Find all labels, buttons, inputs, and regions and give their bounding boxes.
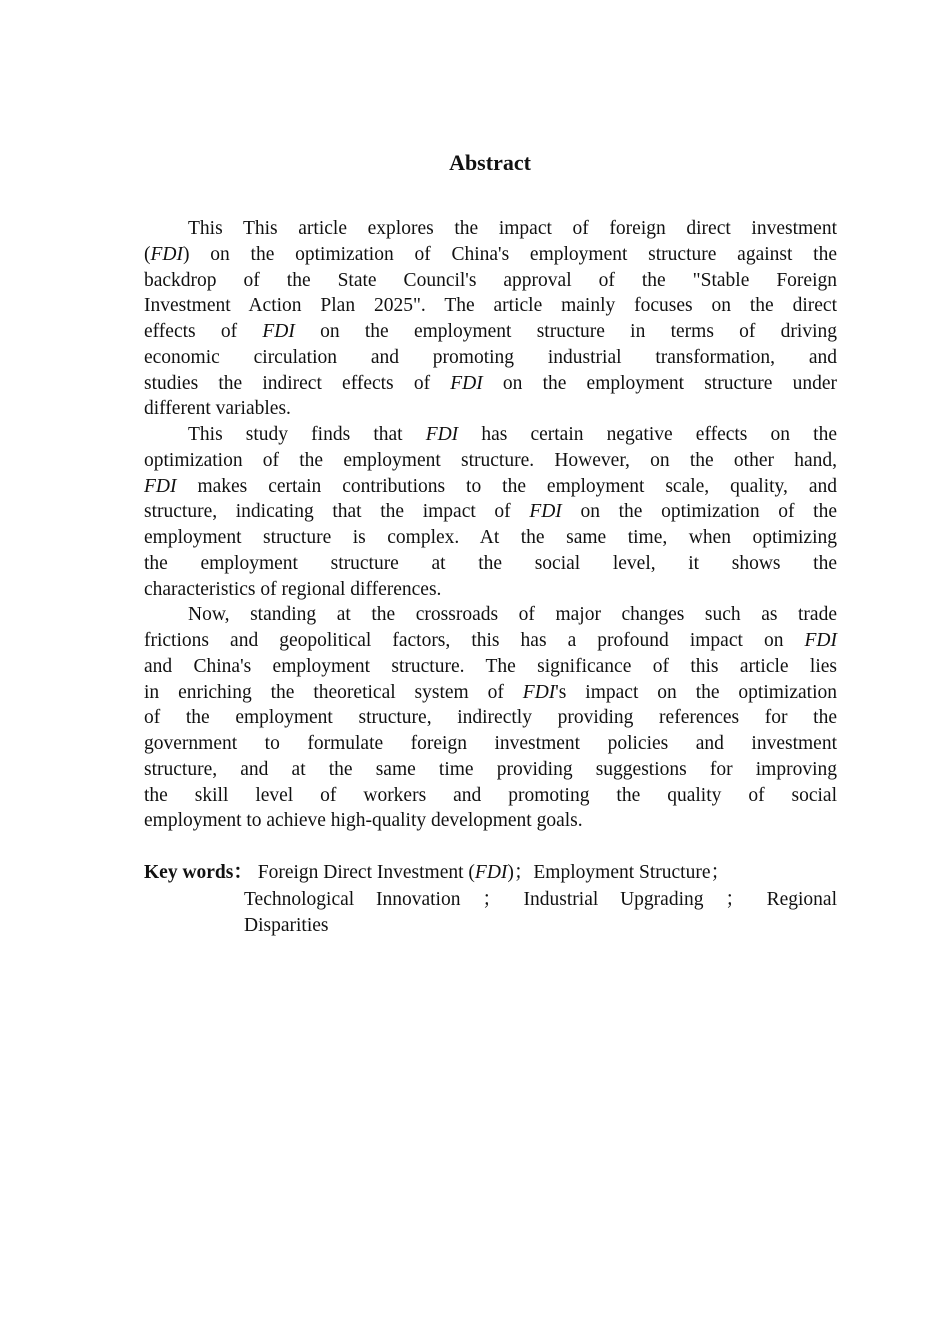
paragraph-2-line: This study finds that FDI has certain negative effects on the [188,424,837,445]
paragraph-3-line: in enriching the theoretical system of FDI's impact on the optimization [144,681,837,703]
keywords-section [144,860,837,940]
paragraph-2-line: characteristics of regional differences. [144,578,442,600]
italic-term: FDI [262,321,295,342]
paragraph-3-line: government to formulate foreign investment policies and investment [144,733,837,754]
abstract-body [144,216,837,834]
paragraph-3-line: frictions and geopolitical factors, this has a profound impact on FDI [144,630,837,651]
italic-term: FDI [150,243,183,265]
abstract-title: Abstract [449,150,531,175]
paragraph-3-line: Now, standing at the crossroads of major changes such as trade [188,604,837,626]
keywords-line-1: Foreign Direct Investment (FDI)；Employment Structure； [257,862,730,883]
paragraph-1-line: effects of FDI on the employment structure in terms of driving [144,321,838,342]
paragraph-3-line: the skill level of workers and promoting the quality of social [144,784,837,806]
paragraph-3-line: structure, and at the same time providing suggestions for improving [144,758,837,780]
italic-term: FDI [529,501,562,523]
paragraph-2-line: employment structure is complex. At the same time, when optimizing [144,527,837,548]
keywords-row-1 [144,860,837,887]
italic-term: FDI [522,681,556,703]
paragraph-1-line: This This article explores the impact of foreign direct investment [188,218,837,239]
paragraph-2-line: the employment structure at the social level, it shows the [144,552,837,574]
keywords-line-2: Technological Innovation ； Industrial Upgrading ； Regional [244,888,837,910]
paragraph-1-line: economic circulation and promoting industrial transformation, and [144,346,837,368]
paragraph-1-line: studies the indirect effects of FDI on the employment structure under [144,372,837,394]
italic-term: FDI [144,475,177,497]
paragraph-3-line: employment to achieve high-quality development goals. [144,810,583,832]
italic-term: FDI [425,424,459,445]
italic-term: FDI [474,862,508,883]
paragraph-3-line: and China's employment structure. The significance of this article lies [144,655,837,677]
keywords-line-3: Disparities [244,915,329,936]
paragraph-3-line: of the employment structure, indirectly providing references for the [144,707,837,729]
paragraph-1-line: (FDI) on the optimization of China's employment structure against the [144,243,837,265]
paragraph-1-line: different variables. [144,398,291,420]
paragraph-2-line: optimization of the employment structure. However, on the other hand, [144,449,837,471]
paragraph-2-line: FDI makes certain contributions to the employment scale, quality, and [144,475,837,497]
italic-term: FDI [450,372,483,394]
keywords-label: Key words： [144,862,253,883]
paragraph-1-line: backdrop of the State Council's approval of the "Stable Foreign [144,269,837,291]
paragraph-2-line: structure, indicating that the impact of FDI on the optimization of the [144,501,837,523]
paragraph-1-line: Investment Action Plan 2025". The article mainly focuses on the direct [144,295,837,317]
italic-term: FDI [804,630,837,651]
